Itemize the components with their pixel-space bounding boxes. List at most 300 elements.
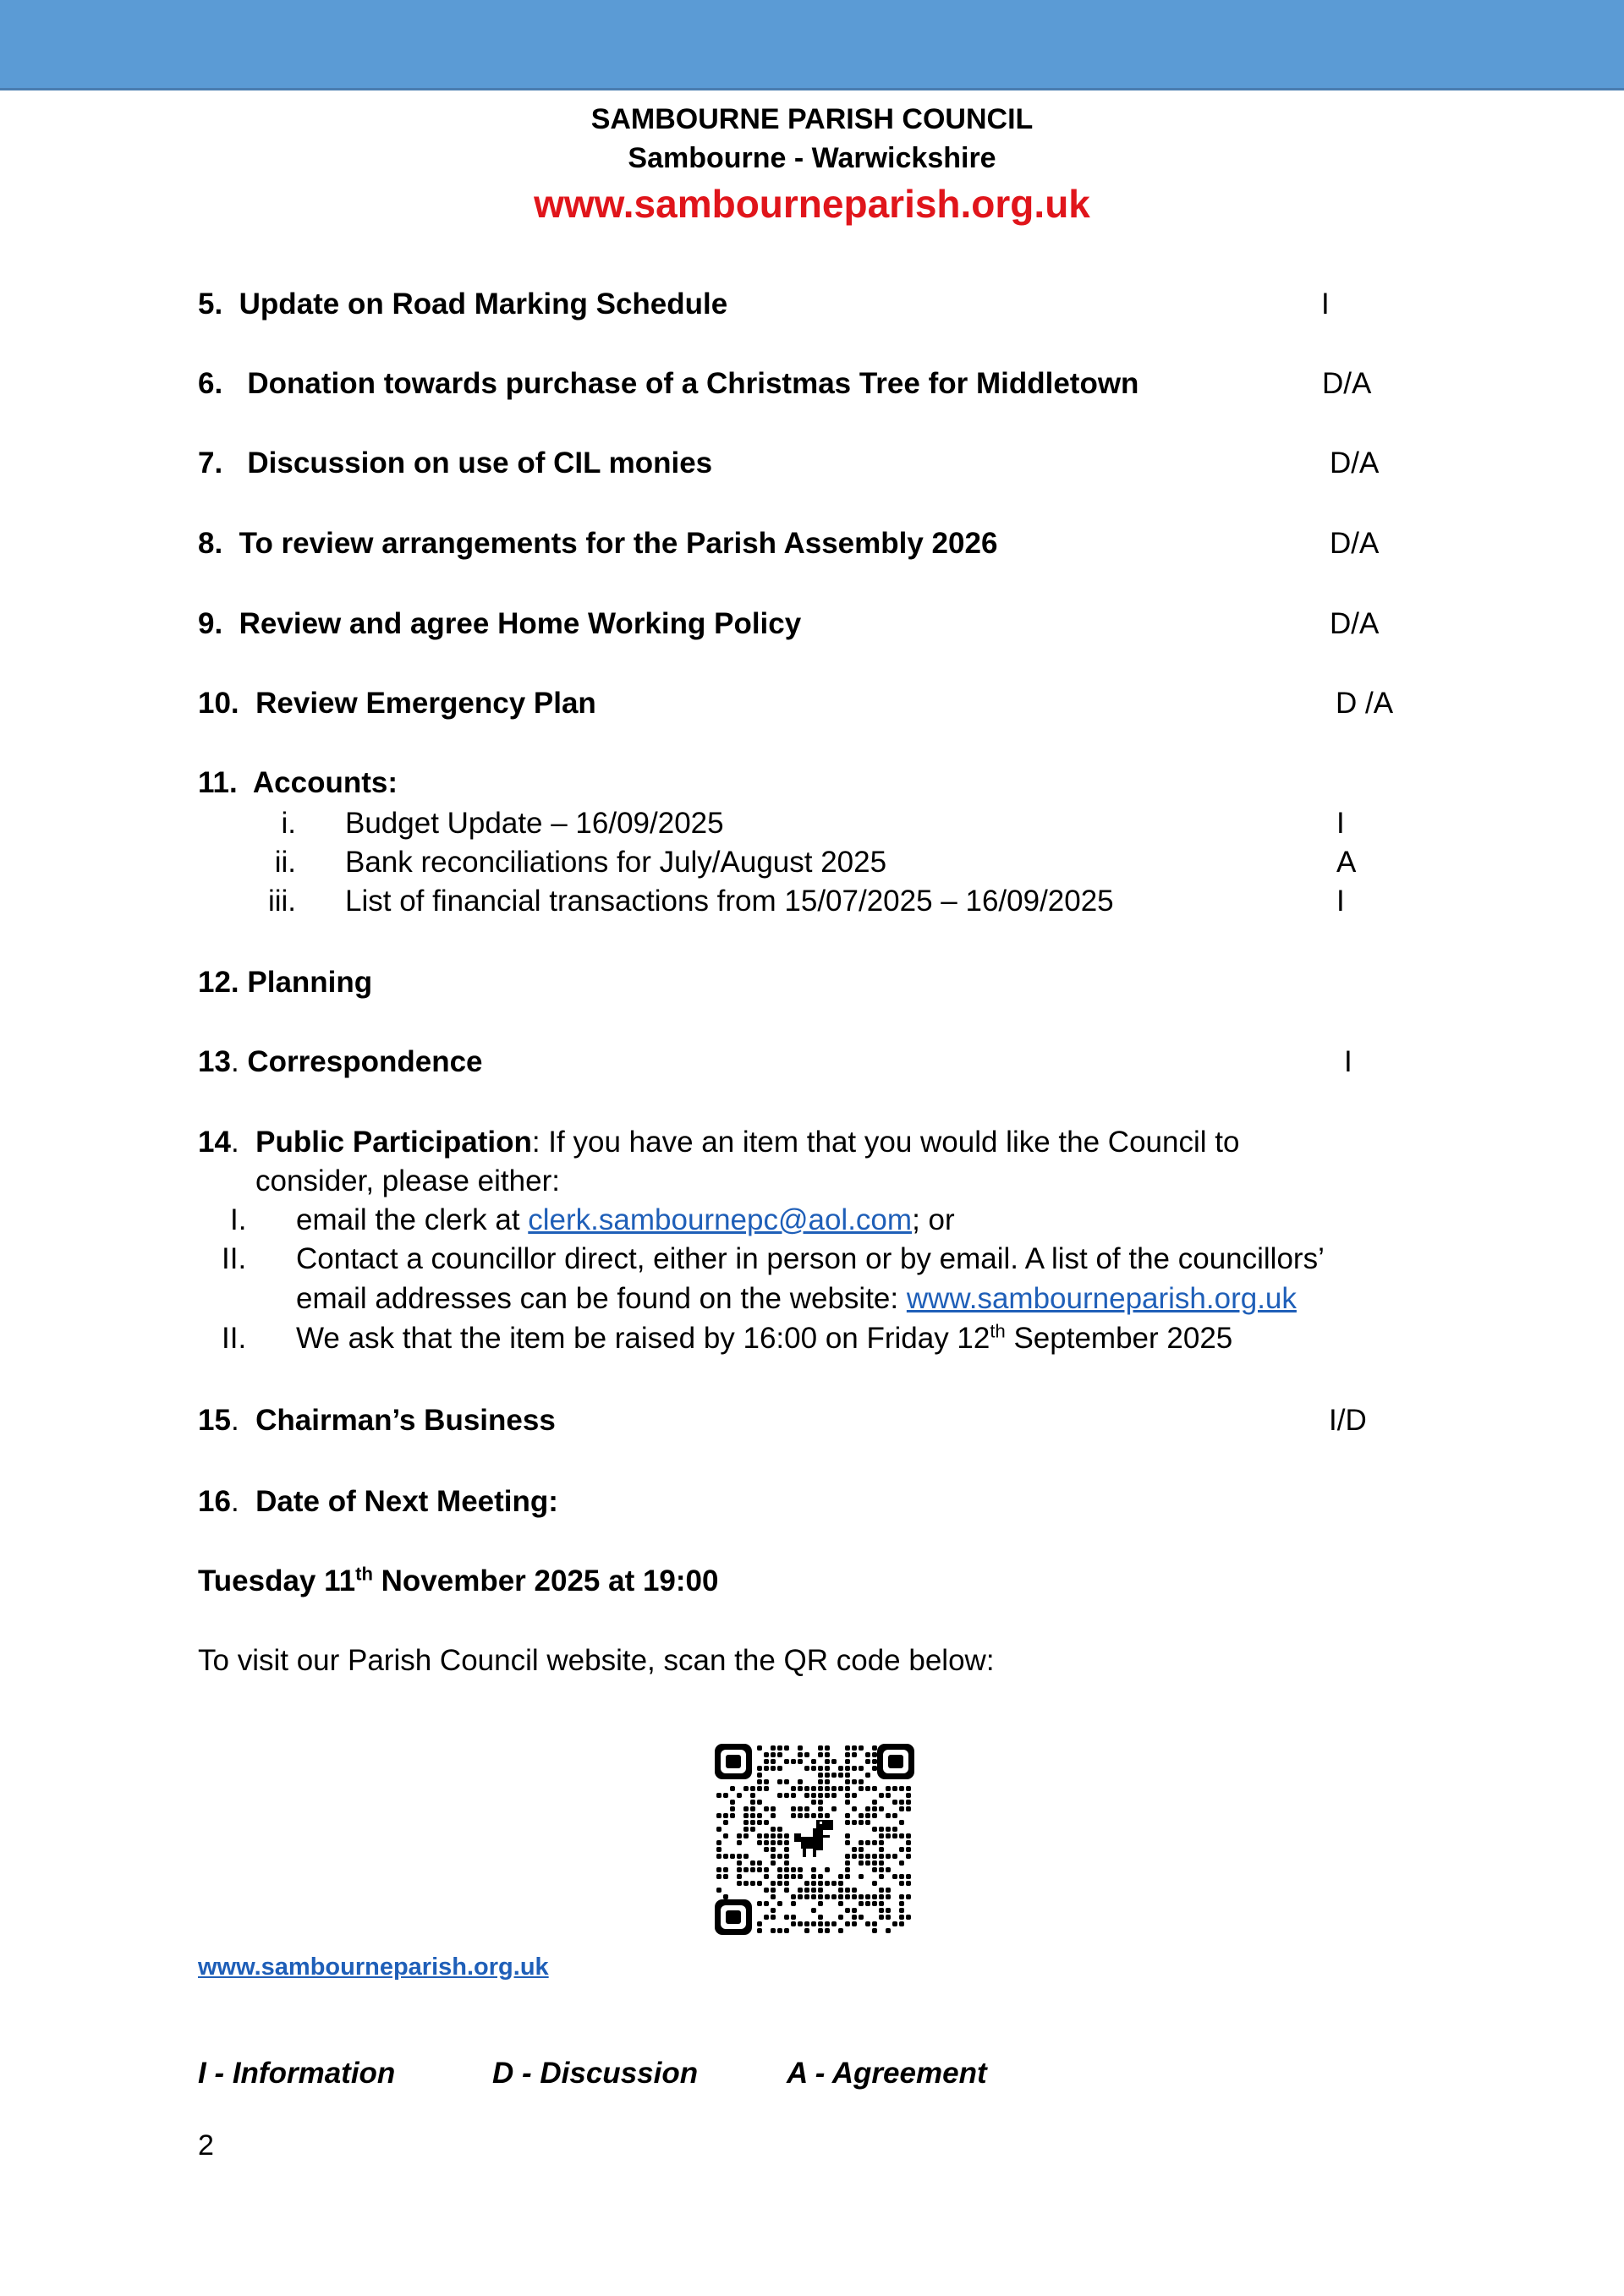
qr-module <box>723 1813 728 1818</box>
qr-module <box>886 1813 891 1818</box>
ordinal-suffix: th <box>990 1320 1006 1342</box>
qr-module <box>777 1854 782 1859</box>
qr-module <box>764 1752 769 1757</box>
qr-module <box>838 1928 843 1933</box>
qr-module <box>845 1752 850 1757</box>
qr-module <box>784 1854 789 1859</box>
qr-module <box>818 1793 823 1798</box>
subitem-code: I <box>1336 885 1345 918</box>
qr-module <box>784 1928 789 1933</box>
qr-module <box>879 1888 884 1893</box>
qr-module <box>852 1888 857 1893</box>
qr-module <box>892 1874 897 1879</box>
qr-module <box>723 1793 728 1798</box>
subitem-text: List of financial transactions from 15/07/2025 – 16/09/2025 <box>345 885 1114 918</box>
item-title: Discussion on use of CIL monies <box>247 447 713 479</box>
qr-module <box>764 1847 769 1852</box>
qr-module <box>818 1773 823 1778</box>
qr-module <box>784 1881 789 1886</box>
qr-module <box>757 1901 762 1906</box>
qr-module <box>777 1867 782 1872</box>
qr-module <box>777 1901 782 1906</box>
option-text: email the clerk at <box>296 1203 529 1236</box>
qr-module <box>886 1915 891 1920</box>
qr-module <box>892 1921 897 1926</box>
qr-module <box>838 1915 843 1920</box>
subitem-text: Bank reconciliations for July/August 2025 <box>345 846 887 879</box>
subitem-text: Budget Update – 16/09/2025 <box>345 807 724 840</box>
qr-module <box>906 1840 911 1845</box>
qr-module <box>804 1752 809 1757</box>
qr-module <box>771 1813 776 1818</box>
qr-module <box>757 1745 762 1751</box>
qr-module <box>879 1915 884 1920</box>
item-number: 10. <box>198 687 239 720</box>
item-code: D/A <box>1330 527 1380 560</box>
qr-module <box>845 1779 850 1784</box>
qr-module <box>852 1820 857 1825</box>
qr-module <box>845 1773 850 1778</box>
qr-module <box>811 1759 816 1764</box>
qr-module <box>899 1881 904 1886</box>
item-number: 16 <box>198 1485 231 1518</box>
qr-module <box>831 1786 837 1791</box>
qr-module <box>811 1874 816 1879</box>
qr-module <box>764 1820 769 1825</box>
item-number: 9. <box>198 607 223 640</box>
qr-module <box>764 1766 769 1771</box>
item-number-dot: . <box>230 1404 239 1437</box>
qr-module <box>852 1921 857 1926</box>
qr-module <box>804 1888 809 1893</box>
item-title: Date of Next Meeting: <box>255 1485 558 1518</box>
qr-module <box>906 1793 911 1798</box>
item-title: Correspondence <box>247 1045 483 1078</box>
qr-module <box>845 1820 850 1825</box>
qr-module <box>771 1854 776 1859</box>
legend-discussion: D - Discussion <box>492 2057 699 2090</box>
qr-module <box>723 1833 728 1838</box>
council-website[interactable]: www.sambourneparish.org.uk <box>534 182 1090 226</box>
qr-module <box>825 1745 830 1751</box>
clerk-email-link[interactable]: clerk.sambournepc@aol.com <box>528 1203 913 1236</box>
qr-module <box>899 1874 904 1879</box>
qr-module <box>716 1840 721 1845</box>
qr-module <box>852 1779 857 1784</box>
qr-module <box>743 1827 749 1832</box>
qr-module <box>892 1800 897 1805</box>
qr-module <box>771 1847 776 1852</box>
qr-module <box>798 1894 803 1899</box>
qr-module <box>757 1800 762 1805</box>
qr-finder-top-right <box>877 1744 914 1779</box>
qr-module <box>791 1813 796 1818</box>
option-text: ; or <box>912 1203 955 1236</box>
qr-module <box>838 1881 843 1886</box>
qr-module <box>743 1813 749 1818</box>
item-code: I/D <box>1329 1404 1367 1437</box>
qr-module <box>845 1766 850 1771</box>
qr-module <box>757 1928 762 1933</box>
qr-module <box>852 1752 857 1757</box>
item-title: Review and agree Home Working Policy <box>239 607 802 640</box>
agenda-item-14 <box>198 1124 1239 1161</box>
qr-module <box>859 1874 864 1879</box>
qr-module <box>798 1752 803 1757</box>
qr-module <box>811 1921 816 1926</box>
qr-module <box>825 1779 830 1784</box>
qr-module <box>771 1840 776 1845</box>
option-deadline <box>296 1320 1232 1357</box>
qr-module <box>825 1759 830 1764</box>
item-title: Update on Road Marking Schedule <box>239 288 728 321</box>
qr-module <box>879 1901 884 1906</box>
qr-module <box>845 1833 850 1838</box>
qr-module <box>771 1908 776 1913</box>
qr-module <box>818 1752 823 1757</box>
qr-module <box>791 1915 796 1920</box>
qr-module <box>757 1813 762 1818</box>
qr-module <box>777 1766 782 1771</box>
qr-module <box>757 1786 762 1791</box>
qr-module <box>750 1793 755 1798</box>
qr-module <box>716 1793 721 1798</box>
qr-module <box>771 1745 776 1751</box>
qr-module <box>845 1908 850 1913</box>
qr-module <box>886 1833 891 1838</box>
item-code: I <box>1344 1045 1352 1078</box>
qr-module <box>845 1860 850 1866</box>
qr-module <box>906 1833 911 1838</box>
item-title: Planning <box>247 966 373 999</box>
qr-module <box>784 1745 789 1751</box>
qr-module <box>872 1928 877 1933</box>
qr-module <box>865 1854 870 1859</box>
option-number: II. <box>222 1242 247 1275</box>
item-number: 6. <box>198 367 223 400</box>
qr-module <box>798 1745 803 1751</box>
page-number: 2 <box>198 2129 214 2162</box>
qr-module <box>757 1867 762 1872</box>
qr-module <box>757 1779 762 1784</box>
qr-module <box>886 1854 891 1859</box>
date-text: November 2025 at 19:00 <box>372 1564 719 1597</box>
qr-module <box>811 1786 816 1791</box>
legend-information: I - Information <box>198 2057 396 2090</box>
qr-module <box>771 1766 776 1771</box>
qr-module <box>865 1786 870 1791</box>
qr-module <box>811 1800 816 1805</box>
qr-module <box>865 1921 870 1926</box>
qr-module <box>859 1745 864 1751</box>
qr-module <box>777 1779 782 1784</box>
qr-module <box>845 1921 850 1926</box>
qr-module <box>845 1800 850 1805</box>
header-band <box>0 0 1624 90</box>
qr-module <box>879 1854 884 1859</box>
qr-module <box>723 1867 728 1872</box>
qr-module <box>743 1867 749 1872</box>
qr-module <box>899 1901 904 1906</box>
qr-module <box>845 1888 850 1893</box>
qr-module <box>886 1793 891 1798</box>
qr-module <box>757 1820 762 1825</box>
council-location: Sambourne - Warwickshire <box>628 142 996 174</box>
qr-module <box>872 1867 877 1872</box>
qr-module <box>784 1847 789 1852</box>
item-title: Chairman’s Business <box>255 1404 556 1437</box>
qr-module <box>865 1759 870 1764</box>
qr-module <box>859 1820 864 1825</box>
qr-module <box>798 1874 803 1879</box>
qr-module <box>899 1806 904 1811</box>
qr-module <box>906 1806 911 1811</box>
qr-module <box>771 1915 776 1920</box>
qr-module <box>899 1800 904 1805</box>
qr-module <box>906 1881 911 1886</box>
qr-module <box>879 1860 884 1866</box>
item-number-dot: . <box>230 1045 239 1078</box>
qr-module <box>899 1860 904 1866</box>
option-contact-line-1: Contact a councillor direct, either in person or by email. A list of the councillors’ <box>296 1242 1325 1275</box>
option-text: September 2025 <box>1005 1322 1233 1355</box>
qr-module <box>784 1840 789 1845</box>
qr-module <box>818 1888 823 1893</box>
item-number: 14 <box>198 1126 231 1159</box>
qr-module <box>831 1881 837 1886</box>
council-name: SAMBOURNE PARISH COUNCIL <box>590 103 1034 135</box>
legend-agreement: A - Agreement <box>787 2057 987 2090</box>
item-code: D/A <box>1330 447 1380 479</box>
qr-module <box>859 1813 864 1818</box>
qr-module <box>818 1928 823 1933</box>
qr-module <box>865 1806 870 1811</box>
qr-module <box>716 1874 721 1879</box>
qr-module <box>852 1806 857 1811</box>
qr-module <box>872 1806 877 1811</box>
qr-module <box>804 1881 809 1886</box>
subitem-number: iii. <box>267 885 296 918</box>
qr-module <box>872 1786 877 1791</box>
qr-module <box>892 1833 897 1838</box>
qr-module <box>818 1806 823 1811</box>
qr-module <box>838 1766 843 1771</box>
qr-module <box>771 1928 776 1933</box>
qr-module <box>777 1881 782 1886</box>
qr-module <box>737 1867 742 1872</box>
item-number: 15 <box>198 1404 231 1437</box>
qr-module <box>730 1854 735 1859</box>
qr-module <box>811 1766 816 1771</box>
qr-module <box>811 1867 816 1872</box>
qr-code[interactable] <box>713 1742 916 1937</box>
qr-module <box>716 1867 721 1872</box>
qr-module <box>838 1901 843 1906</box>
qr-module <box>825 1773 830 1778</box>
qr-module <box>865 1894 870 1899</box>
qr-module <box>859 1854 864 1859</box>
qr-finder-top-left <box>715 1744 752 1779</box>
qr-module <box>730 1806 735 1811</box>
next-meeting-date <box>198 1563 718 1600</box>
qr-module <box>872 1854 877 1859</box>
qr-module <box>845 1793 850 1798</box>
qr-module <box>798 1867 803 1872</box>
qr-module <box>879 1793 884 1798</box>
qr-module <box>737 1874 742 1879</box>
qr-module <box>899 1915 904 1920</box>
qr-module <box>777 1745 782 1751</box>
item-number: 8. <box>198 527 223 560</box>
qr-module <box>804 1928 809 1933</box>
qr-module <box>757 1833 762 1838</box>
agenda-item-15 <box>198 1402 556 1439</box>
qr-module <box>811 1894 816 1899</box>
qr-module <box>845 1894 850 1899</box>
qr-module <box>764 1901 769 1906</box>
qr-module <box>886 1928 891 1933</box>
date-text: Tuesday 11 <box>198 1564 356 1597</box>
qr-module <box>764 1888 769 1893</box>
agenda-item-13 <box>198 1044 483 1081</box>
qr-module <box>859 1915 864 1920</box>
qr-module <box>743 1833 749 1838</box>
qr-module <box>750 1867 755 1872</box>
qr-finder-bottom-left <box>715 1899 752 1935</box>
qr-module <box>845 1786 850 1791</box>
qr-module <box>838 1773 843 1778</box>
qr-module <box>716 1827 721 1832</box>
website-link[interactable]: www.sambourneparish.org.uk <box>906 1282 1297 1315</box>
item-number: 5. <box>198 288 223 321</box>
qr-module <box>852 1745 857 1751</box>
qr-module <box>831 1793 837 1798</box>
qr-module <box>886 1867 891 1872</box>
qr-module <box>730 1813 735 1818</box>
qr-module <box>798 1779 803 1784</box>
qr-module <box>804 1813 809 1818</box>
qr-module <box>771 1881 776 1886</box>
qr-module <box>892 1786 897 1791</box>
qr-module <box>730 1800 735 1805</box>
qr-module <box>872 1745 877 1751</box>
option-text: email addresses can be found on the website: <box>296 1282 907 1315</box>
item-number: 12. <box>198 966 239 999</box>
qr-module <box>859 1894 864 1899</box>
item-intro-continued: consider, please either: <box>255 1164 560 1197</box>
item-title: Review Emergency Plan <box>255 687 596 720</box>
header-band-rule <box>0 88 1624 90</box>
footer-website-link[interactable]: www.sambourneparish.org.uk <box>198 1954 549 1981</box>
qr-module <box>831 1806 837 1811</box>
qr-module <box>899 1847 904 1852</box>
qr-module <box>716 1847 721 1852</box>
qr-module <box>716 1813 721 1818</box>
qr-module <box>791 1894 796 1899</box>
qr-module <box>872 1766 877 1771</box>
option-contact-line-2 <box>296 1280 1297 1318</box>
item-code: D /A <box>1336 687 1394 720</box>
qr-module <box>892 1827 897 1832</box>
qr-module <box>818 1881 823 1886</box>
qr-module <box>872 1860 877 1866</box>
qr-module <box>764 1779 769 1784</box>
qr-module <box>886 1786 891 1791</box>
qr-module <box>811 1908 816 1913</box>
qr-module <box>750 1860 755 1866</box>
qr-module <box>798 1786 803 1791</box>
qr-module <box>777 1928 782 1933</box>
qr-module <box>784 1888 789 1893</box>
qr-module <box>845 1840 850 1845</box>
option-number: I. <box>230 1203 247 1236</box>
option-text: We ask that the item be raised by 16:00 on Friday 12 <box>296 1322 990 1355</box>
qr-module <box>872 1901 877 1906</box>
qr-module <box>784 1867 789 1872</box>
agenda-item-10 <box>198 685 596 722</box>
qr-module <box>771 1833 776 1838</box>
agenda-item-6 <box>198 365 1138 403</box>
qr-module <box>865 1813 870 1818</box>
qr-module <box>825 1813 830 1818</box>
qr-module <box>872 1827 877 1832</box>
qr-module <box>852 1915 857 1920</box>
qr-module <box>764 1786 769 1791</box>
qr-module <box>771 1888 776 1893</box>
qr-module <box>852 1908 857 1913</box>
qr-module <box>865 1752 870 1757</box>
qr-module <box>825 1793 830 1798</box>
qr-module <box>818 1766 823 1771</box>
item-code: I <box>1321 288 1330 321</box>
qr-module <box>906 1854 911 1859</box>
qr-module <box>818 1921 823 1926</box>
qr-module <box>743 1854 749 1859</box>
qr-module <box>798 1806 803 1811</box>
agenda-item-9 <box>198 606 801 643</box>
qr-module <box>899 1820 904 1825</box>
qr-module <box>825 1921 830 1926</box>
qr-module <box>750 1813 755 1818</box>
qr-module <box>906 1847 911 1852</box>
subitem-code: A <box>1336 846 1357 879</box>
qr-module <box>825 1894 830 1899</box>
qr-module <box>859 1786 864 1791</box>
qr-module <box>771 1806 776 1811</box>
qr-module <box>723 1894 728 1899</box>
qr-module <box>777 1793 782 1798</box>
qr-module <box>852 1766 857 1771</box>
qr-module <box>879 1867 884 1872</box>
qr-module <box>879 1847 884 1852</box>
qr-module <box>777 1752 782 1757</box>
qr-module <box>811 1813 816 1818</box>
ordinal-suffix: th <box>355 1563 373 1585</box>
qr-module <box>818 1894 823 1899</box>
qr-module <box>825 1766 830 1771</box>
qr-intro: To visit our Parish Council website, scan the QR code below: <box>198 1644 995 1677</box>
qr-module <box>865 1773 870 1778</box>
qr-module <box>764 1806 769 1811</box>
qr-module <box>771 1894 776 1899</box>
qr-module <box>906 1800 911 1805</box>
qr-module <box>764 1915 769 1920</box>
qr-module <box>777 1833 782 1838</box>
qr-module <box>879 1806 884 1811</box>
qr-module <box>879 1874 884 1879</box>
qr-module <box>764 1759 769 1764</box>
item-intro: : If you have an item that you would like the Council to <box>531 1126 1240 1159</box>
